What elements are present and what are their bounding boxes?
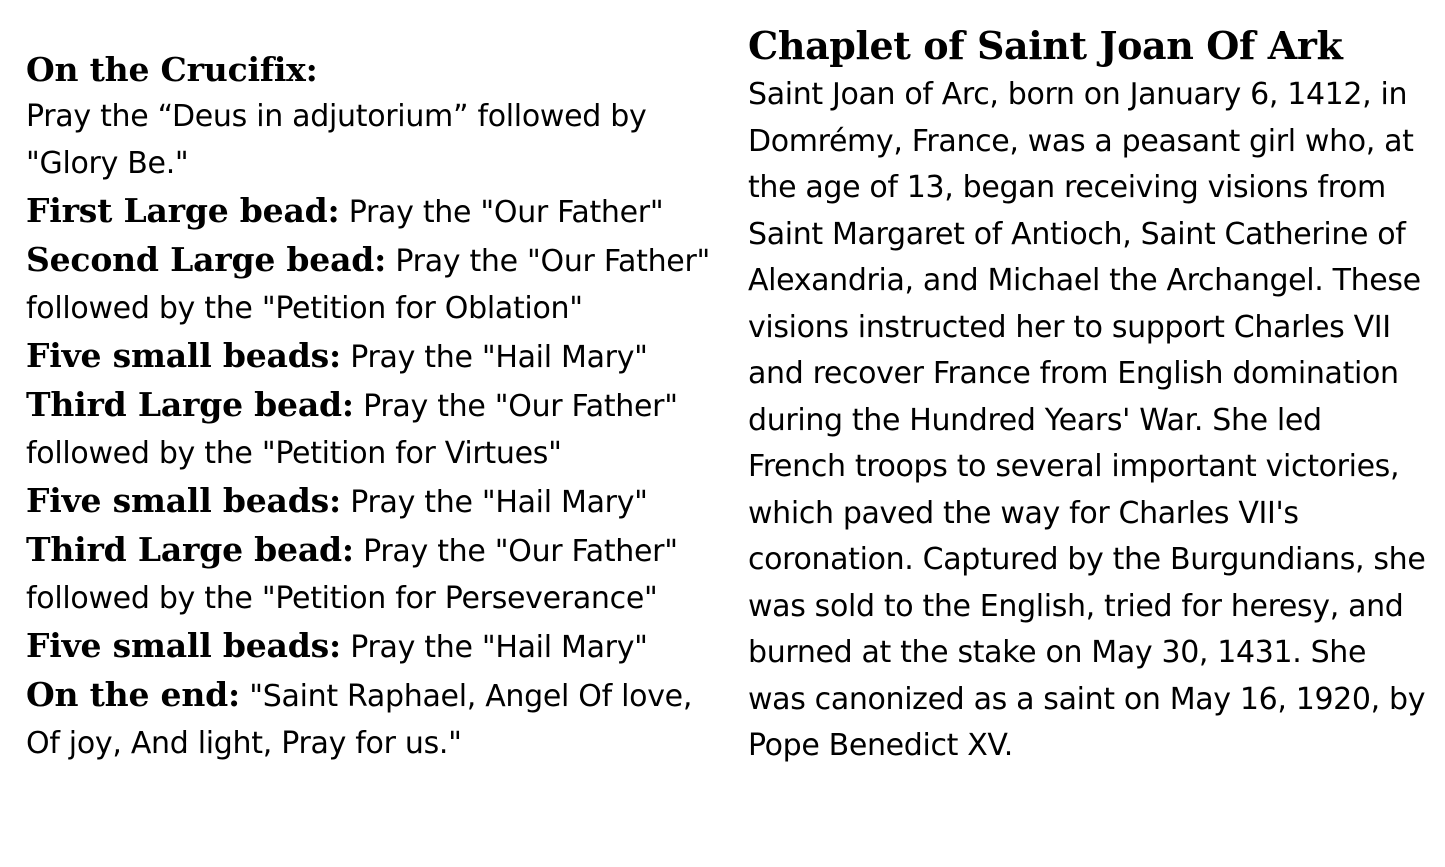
prayer-step-text: Pray the "Hail Mary" — [350, 340, 648, 375]
prayer-step-label: First Large bead: — [26, 191, 340, 230]
prayer-step — [26, 332, 734, 381]
chaplet-title: Chaplet of Saint Joan Of Ark — [748, 23, 1343, 68]
prayer-step — [26, 381, 734, 477]
prayer-step-text: Pray the "Our Father" followed by the "Petition for Virtues" — [26, 389, 678, 471]
prayer-step-label: Third Large bead: — [26, 530, 354, 569]
prayer-step-label: Five small beads: — [26, 626, 341, 665]
prayer-step — [26, 622, 734, 671]
prayer-step — [26, 671, 734, 767]
crucifix-heading: On the Crucifix: — [26, 50, 318, 89]
prayer-step-text: Pray the "Hail Mary" — [350, 630, 648, 665]
prayer-step-text: Pray the "Hail Mary" — [350, 485, 648, 520]
crucifix-instruction-text: Pray the “Deus in adjutorium” followed by "Glory Be." — [26, 99, 647, 181]
prayer-step-text: Pray the "Our Father" followed by the "Petition for Oblation" — [26, 244, 710, 326]
prayer-step-label: Five small beads: — [26, 336, 341, 375]
prayer-step — [26, 526, 734, 622]
prayer-step — [26, 187, 734, 236]
prayer-step-label: Third Large bead: — [26, 385, 354, 424]
saint-biography-column — [742, 0, 1445, 867]
prayer-step-label: Second Large bead: — [26, 240, 387, 279]
prayer-step-text: Pray the "Our Father" — [348, 195, 664, 230]
prayer-step — [26, 477, 734, 526]
prayer-step-text: Pray the "Our Father" followed by the "Petition for Perseverance" — [26, 534, 678, 616]
prayer-step-text: "Saint Raphael, Angel Of love, Of joy, And light, Pray for us." — [26, 679, 693, 761]
saint-biography-text: Saint Joan of Arc, born on January 6, 1412, in Domrémy, France, was a peasant girl who, at the age of 13, began receiving visions from Saint Margaret of Antioch, Saint Catherine of Alexandria, and Michael the Archangel. These visions instructed her to support Charles VII and recover France from English domination during the Hundred Years' War. She led French troops to several important victories, which paved the way for Charles VII's coronation. Captured by the Burgundians, she was sold to the English, tried for heresy, and burned at the stake on May 30, 1431. She was canonized as a saint on May 16, 1920, by Pope Benedict XV. — [748, 77, 1426, 763]
prayer-step-label: On the end: — [26, 675, 240, 714]
prayer-step-label: Five small beads: — [26, 481, 341, 520]
prayer-step — [26, 236, 734, 332]
